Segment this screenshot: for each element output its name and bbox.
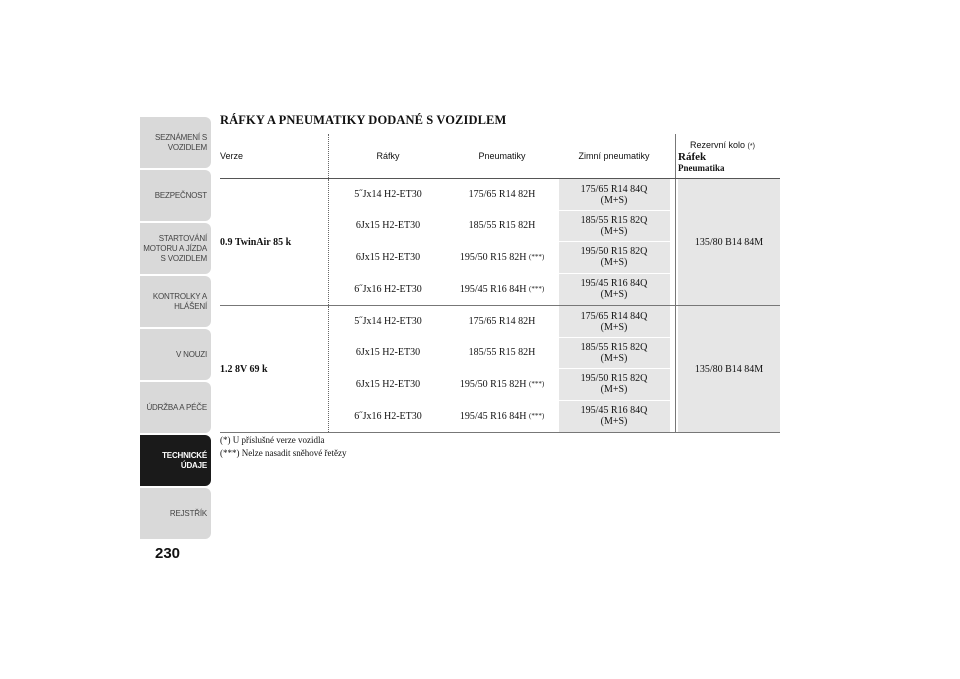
winter-sub: (M+S) — [600, 257, 628, 268]
tyre-mark: (***) — [529, 252, 545, 261]
column-divider — [675, 179, 676, 305]
column-divider — [558, 306, 559, 432]
table-group — [220, 179, 780, 306]
winter-sub: (M+S) — [600, 416, 628, 427]
row-divider — [558, 368, 670, 369]
winter-value: 195/45 R16 84Q — [580, 278, 648, 289]
footnote: (*) U příslušné verze vozidla — [220, 435, 325, 445]
row-divider — [558, 273, 670, 274]
header-spare-title-line — [678, 140, 755, 150]
header-spare-mark: (*) — [747, 142, 755, 150]
tyre-mark: (***) — [529, 284, 545, 293]
tyre-value: 195/45 R16 84H — [459, 410, 527, 422]
rim-cell: 6Jx15 H2-ET30 — [355, 251, 421, 263]
column-divider — [328, 134, 329, 178]
header-tyres: Pneumatiky — [478, 151, 526, 161]
winter-cell — [558, 179, 670, 210]
row-divider — [558, 241, 670, 242]
tyre-cell — [446, 179, 558, 210]
spare-cell: 135/80 B14 84M — [678, 306, 780, 432]
tab-startovani-motoru[interactable] — [140, 223, 211, 274]
row-divider — [558, 337, 670, 338]
tyre-value: 195/45 R16 84H — [459, 283, 527, 295]
footnote: (***) Nelze nasadit sněhové řetězy — [220, 448, 347, 458]
winter-cell — [558, 306, 670, 337]
section-title: RÁFKY A PNEUMATIKY DODANÉ S VOZIDLEM — [220, 113, 507, 127]
tyre-value: 195/50 R15 82H — [459, 251, 527, 263]
tab-seznameni-s-vozidlem[interactable] — [140, 117, 211, 168]
tyre-cell — [446, 241, 558, 273]
winter-value: 185/55 R15 82Q — [580, 341, 648, 353]
tyre-value: 175/65 R14 82H — [468, 189, 536, 200]
version-label: 1.2 8V 69 k — [220, 364, 268, 375]
tyre-cell — [446, 306, 558, 337]
table-header — [220, 134, 780, 179]
tab-label: STARTOVÁNÍ MOTORU A JÍZDA S VOZIDLEM — [143, 233, 207, 263]
tyre-cell — [446, 368, 558, 400]
winter-sub: (M+S) — [600, 384, 628, 395]
header-spare-title: Rezervní kolo — [690, 139, 746, 150]
table-group — [220, 306, 780, 433]
column-divider — [558, 179, 559, 305]
winter-cell — [558, 241, 670, 273]
tab-bezpecnost[interactable] — [140, 170, 211, 221]
tyre-cell — [446, 337, 558, 368]
rim-cell: 6Jx15 H2-ET30 — [355, 220, 421, 231]
page-number: 230 — [155, 545, 181, 562]
tab-label: BEZPEČNOST — [154, 190, 207, 200]
tab-kontrolky-a-hlaseni[interactable] — [140, 276, 211, 327]
tab-label: SEZNÁMENÍ S VOZIDLEM — [154, 132, 207, 152]
version-label: 0.9 TwinAir 85 k — [220, 237, 292, 248]
tab-technicke-udaje[interactable] — [140, 435, 211, 486]
winter-value: 175/65 R14 84Q — [580, 183, 648, 195]
row-divider — [558, 210, 670, 211]
winter-sub: (M+S) — [600, 225, 628, 237]
rim-cell: 5˝Jx14 H2-ET30 — [354, 189, 422, 200]
rim-cell: 6Jx15 H2-ET30 — [355, 347, 421, 358]
tyre-value: 185/55 R15 82H — [468, 220, 536, 231]
tab-v-nouzi[interactable] — [140, 329, 211, 380]
winter-value: 195/45 R16 84Q — [580, 405, 648, 416]
rim-cell: 6˝Jx16 H2-ET30 — [354, 283, 422, 295]
tyre-mark: (***) — [529, 379, 545, 388]
tyre-value: 195/50 R15 82H — [459, 378, 527, 390]
winter-value: 175/65 R14 84Q — [580, 310, 648, 322]
tyre-cell — [446, 210, 558, 241]
tab-label: V NOUZI — [175, 349, 207, 359]
header-spare-rim: Ráfek — [678, 150, 707, 163]
tyre-value: 175/65 R14 82H — [468, 316, 536, 327]
winter-sub: (M+S) — [600, 289, 628, 300]
tyre-cell — [446, 400, 558, 432]
rims-tyres-table — [220, 134, 780, 433]
rim-cell: 6Jx15 H2-ET30 — [355, 378, 421, 390]
row-divider — [558, 400, 670, 401]
tab-label: REJSTŘÍK — [169, 508, 207, 518]
header-winter: Zimní pneumatiky — [578, 151, 650, 161]
header-rims: Ráfky — [376, 151, 400, 161]
column-divider — [328, 179, 329, 305]
winter-cell — [558, 210, 670, 241]
winter-sub: (M+S) — [600, 352, 628, 364]
column-divider — [675, 306, 676, 432]
tab-label: TECHNICKÉ ÚDAJE — [162, 450, 207, 470]
tab-label: ÚDRŽBA A PÉČE — [146, 402, 207, 412]
header-spare — [678, 134, 780, 178]
winter-cell — [558, 273, 670, 305]
tyre-value: 185/55 R15 82H — [468, 347, 536, 358]
spare-cell: 135/80 B14 84M — [678, 179, 780, 305]
header-version: Verze — [220, 151, 244, 161]
winter-cell — [558, 337, 670, 368]
winter-value: 195/50 R15 82Q — [580, 246, 648, 257]
column-divider — [328, 306, 329, 432]
header-spare-tyre: Pneumatika — [678, 162, 725, 173]
winter-value: 195/50 R15 82Q — [580, 373, 648, 384]
winter-value: 185/55 R15 82Q — [580, 214, 648, 226]
tab-rejstrik[interactable] — [140, 488, 211, 539]
tyre-cell — [446, 273, 558, 305]
rim-cell: 6˝Jx16 H2-ET30 — [354, 410, 422, 422]
tab-udrzba-a-pece[interactable] — [140, 382, 211, 433]
tab-label: KONTROLKY A HLÁŠENÍ — [152, 291, 207, 311]
winter-cell — [558, 400, 670, 432]
tyre-mark: (***) — [529, 411, 545, 420]
winter-sub: (M+S) — [600, 194, 628, 206]
winter-sub: (M+S) — [600, 321, 628, 333]
rim-cell: 5˝Jx14 H2-ET30 — [354, 316, 422, 327]
winter-cell — [558, 368, 670, 400]
column-divider — [675, 134, 676, 178]
